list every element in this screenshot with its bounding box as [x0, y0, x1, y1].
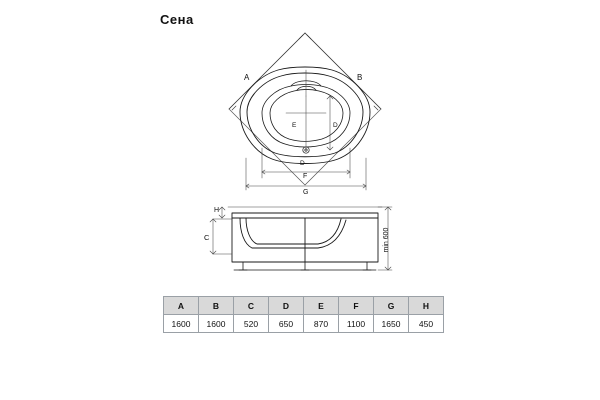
table-cell: 1100: [339, 315, 374, 333]
table-header-cell: F: [339, 297, 374, 315]
label-C: C: [204, 233, 210, 242]
table-header-cell: B: [199, 297, 234, 315]
label-B: B: [357, 73, 363, 82]
table-cell: 1650: [374, 315, 409, 333]
table-header-cell: G: [374, 297, 409, 315]
top-view-outline: [229, 33, 381, 185]
table-header-cell: C: [234, 297, 269, 315]
page-title: Сена: [160, 12, 194, 27]
dimensions-table: [163, 296, 444, 333]
label-min-600: min 600: [383, 227, 390, 253]
table-header-cell: A: [164, 297, 199, 315]
label-F: F: [303, 173, 308, 180]
side-view-feet: [234, 262, 376, 270]
table-cell: 870: [304, 315, 339, 333]
side-view: [232, 213, 378, 262]
table-row: [164, 315, 444, 333]
table-cell: 1600: [164, 315, 199, 333]
table-cell: 1600: [199, 315, 234, 333]
label-H: H: [214, 207, 220, 214]
table-cell: 650: [269, 315, 304, 333]
label-D: D: [300, 160, 305, 167]
top-view-dim-lines: [229, 33, 381, 110]
table-header-cell: E: [304, 297, 339, 315]
table-header-cell: D: [269, 297, 304, 315]
label-G: G: [303, 189, 309, 196]
side-view-dims: [210, 207, 392, 270]
table-cell: 450: [409, 315, 444, 333]
table-header-row: [164, 297, 444, 315]
label-D2: D: [333, 122, 338, 129]
label-E: E: [292, 122, 297, 129]
table-header-cell: H: [409, 297, 444, 315]
table-cell: 520: [234, 315, 269, 333]
label-A: A: [244, 73, 250, 82]
top-view-internal-dims: [286, 70, 326, 150]
